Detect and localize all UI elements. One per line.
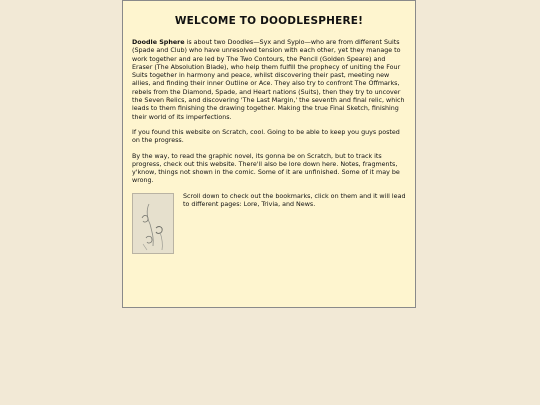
sketch-drawing-icon [133,194,174,254]
lore-paragraph: By the way, to read the graphic novel, its gonna be on Scratch, but to track its progress, check out this website. There'll also be lore down here. Notes, fragments, y'know, things not shown in the comic. Some of it are unfinished. Some of it may be wrong. [132,152,400,185]
intro-body: is about two Doodles—Syx and Syplo—who are from different Suits (Spade and Club) who have unresolved tension with each other, yet they manage to work together and are led by The Two Contours, the Pencil (Golden Speare) and Eraser (The Absolution Blade), who help them fulfill the prophecy of uniting the Four Suits together in harmony and peace, whilst discovering their past, meeting new allies, and finding their inner Outline or Ace. They also try to confront The Offmarks, rebels from the Diamond, Spade, and Heart nations (Suits), then they try to uncover the Seven Relics, and discovering 'The Last Margin,' the seventh and final relic, which leads to them finishing the drawing together. Making the true Final Sketch, finishing their world of its imperfections. [132,39,405,121]
scratch-paragraph: If you found this website on Scratch, cool. Going to be able to keep you guys posted on the progress. [132,128,400,145]
intro-paragraph [132,39,406,122]
content-panel [122,0,416,308]
bookmarks-note: Scroll down to check out the bookmarks, click on them and it will lead to different pages: Lore, Trivia, and News. [183,192,406,209]
bookmarks-row [132,193,406,254]
page-title: WELCOME TO DOODLESPHERE! [174,15,364,27]
intro-lead: Doodle Sphere [132,39,185,46]
doodle-sketch-image [132,193,174,254]
